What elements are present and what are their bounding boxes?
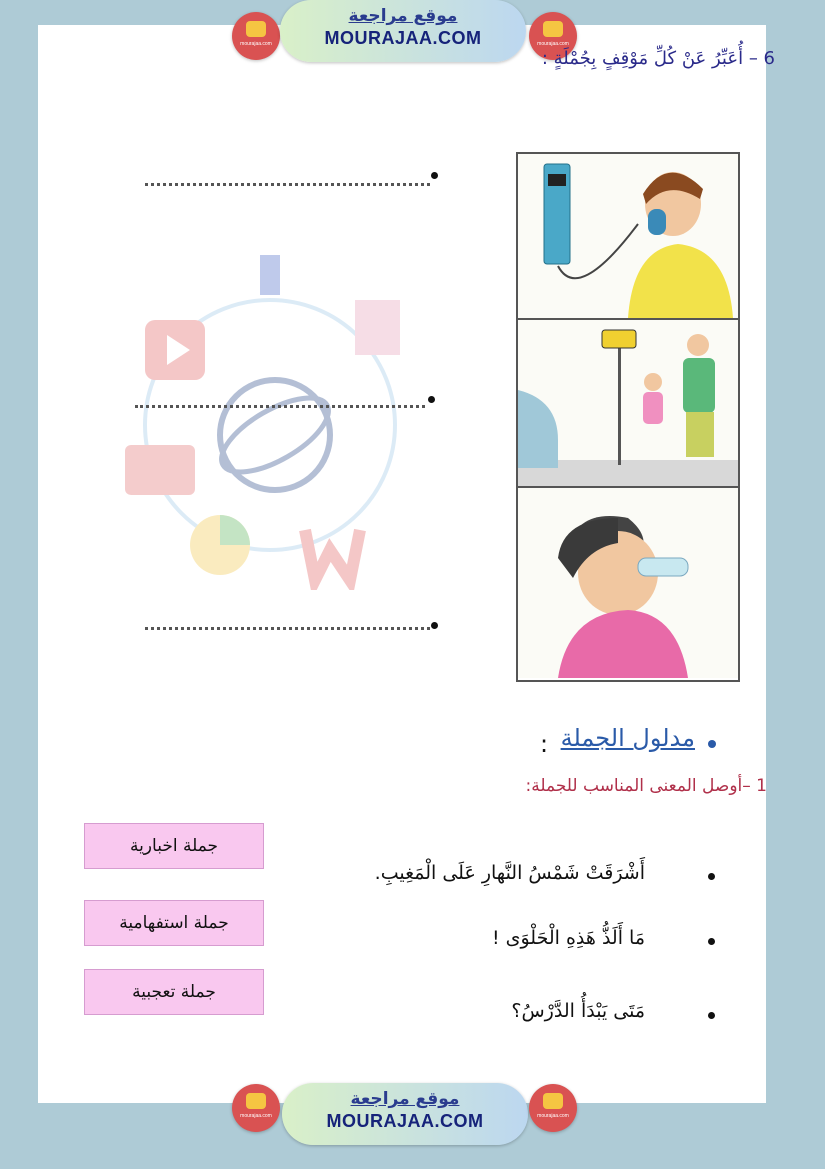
phone-call-illustration xyxy=(518,154,738,318)
answer-bullet-3 xyxy=(431,622,438,629)
sentence-bullet-1 xyxy=(708,873,715,880)
answer-line-2[interactable] xyxy=(135,405,425,408)
answer-line-3[interactable] xyxy=(145,627,430,630)
sentence-bullet-3 xyxy=(708,1012,715,1019)
picture-panels xyxy=(516,152,740,682)
meaning-box-exclamatory[interactable]: جملة تعجبية xyxy=(84,969,264,1015)
banner-arabic-bottom: موقع مراجعة xyxy=(350,1089,460,1109)
banner-latin: MOURAJAA.COM xyxy=(324,28,482,48)
answer-bullet-1 xyxy=(431,172,438,179)
sentence-bullet-2 xyxy=(708,938,715,945)
logo-badge-left-top: mourajaa.com xyxy=(232,12,280,60)
watermark-logo xyxy=(115,250,415,590)
logo-badge-right-top: mourajaa.com xyxy=(529,12,577,60)
panel-drinking xyxy=(518,488,738,678)
site-banner-bottom[interactable] xyxy=(282,1083,528,1145)
meaning-box-declarative[interactable]: جملة اخبارية xyxy=(84,823,264,869)
panel-bus-stop xyxy=(518,320,738,488)
answer-bullet-2 xyxy=(428,396,435,403)
section-bullet xyxy=(708,740,716,748)
logo-badge-left-bottom: mourajaa.com xyxy=(232,1084,280,1132)
sentence-1[interactable]: أَشْرَقَتْ شَمْسُ النَّهارِ عَلَى الْمَغِيبِ. xyxy=(374,862,645,884)
site-banner-top[interactable] xyxy=(280,0,526,62)
banner-latin-bottom: MOURAJAA.COM xyxy=(326,1111,484,1131)
bus-stop-illustration xyxy=(518,320,738,486)
section-colon: : xyxy=(540,730,549,758)
sentence-2[interactable]: مَا أَلَذُّ هَذِهِ الْحَلْوَى ! xyxy=(491,927,645,949)
section-title: مدلول الجملة xyxy=(560,724,695,752)
logo-badge-right-bottom: mourajaa.com xyxy=(529,1084,577,1132)
meaning-box-interrogative[interactable]: جملة استفهامية xyxy=(84,900,264,946)
answer-line-1[interactable] xyxy=(145,183,430,186)
panel-phone xyxy=(518,154,738,320)
sentence-3[interactable]: مَتَى يَبْدَأُ الدَّرْسُ؟ xyxy=(511,1000,645,1022)
question-6: 6 – أُعَبِّرُ عَنْ كُلِّ مَوْقِفٍ بِجُمْلَةٍ : xyxy=(541,48,775,69)
banner-arabic: موقع مراجعة xyxy=(348,6,458,26)
drinking-illustration xyxy=(518,488,738,678)
instruction: 1 –أوصل المعنى المناسب للجملة: xyxy=(525,776,767,796)
